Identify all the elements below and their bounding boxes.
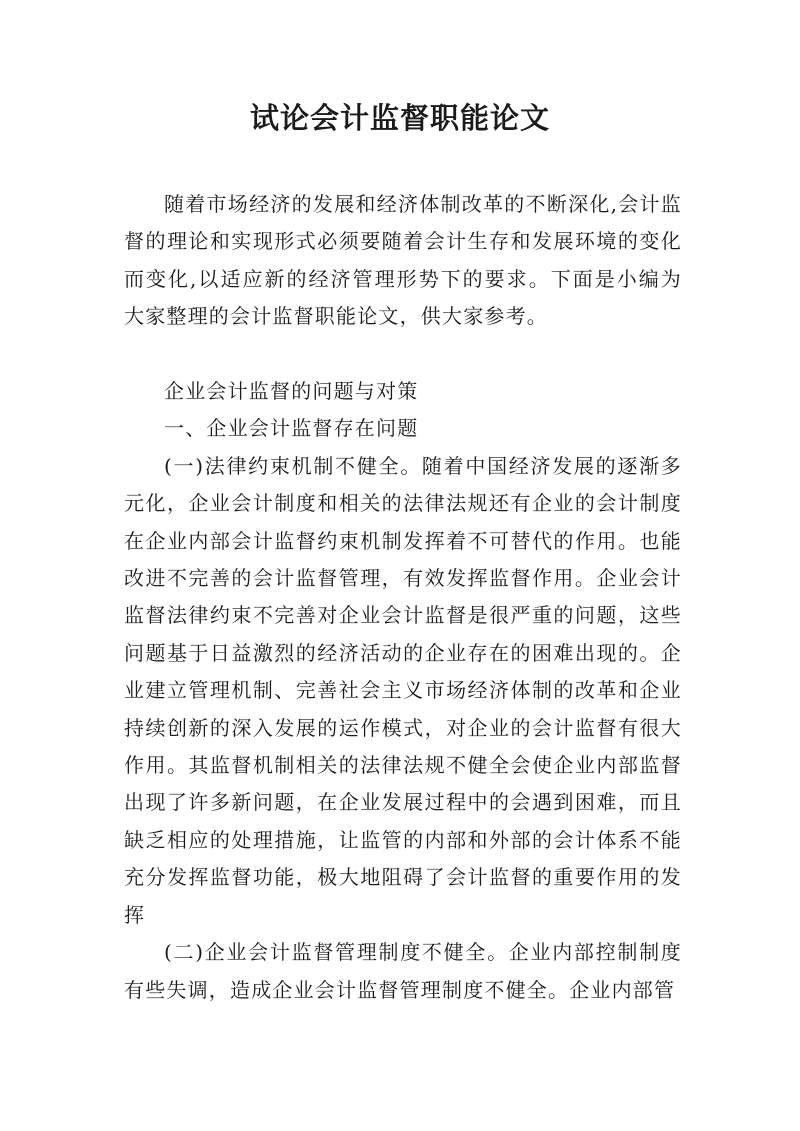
paragraph-gap <box>124 336 682 373</box>
document-body <box>124 186 682 1009</box>
document-title: 试论会计监督职能论文 <box>249 101 550 135</box>
intro-paragraph: 随着市场经济的发展和经济体制改革的不断深化,会计监督的理论和实现形式必须要随着会计生存和发展环境的变化而变化,以适应新的经济管理形势下的要求。下面是小编为大家整理的会计监督职能论文，供大家参考。 <box>124 192 682 329</box>
subsection-heading: 一、企业会计监督存在问题 <box>164 416 419 441</box>
point-2-paragraph: (二)企业会计监督管理制度不健全。企业内部控制制度有些失调，造成企业会计监督管理制度不健全。企业内部管 <box>124 940 682 1002</box>
section-heading: 企业会计监督的问题与对策 <box>164 379 419 404</box>
point-1-paragraph: (一)法律约束机制不健全。随着中国经济发展的逐渐多元化，企业会计制度和相关的法律法规还有企业的会计制度在企业内部会计监督约束机制发挥着不可替代的作用。也能改进不完善的会计监督管理，有效发挥监督作用。企业会计监督法律约束不完善对企业会计监督是很严重的问题，这些问题基于日益激烈的经济活动的企业存在的困难出现的。企业建立管理机制、完善社会主义市场经济体制的改革和企业持续创新的深入发展的运作模式，对企业的会计监督有很大作用。其监督机制相关的法律法规不健全会使企业内部监督出现了许多新问题，在企业发展过程中的会遇到困难，而且缺乏相应的处理措施，让监管的内部和外部的会计体系不能充分发挥监督功能，极大地阻碍了会计监督的重要作用的发挥 <box>124 453 682 927</box>
